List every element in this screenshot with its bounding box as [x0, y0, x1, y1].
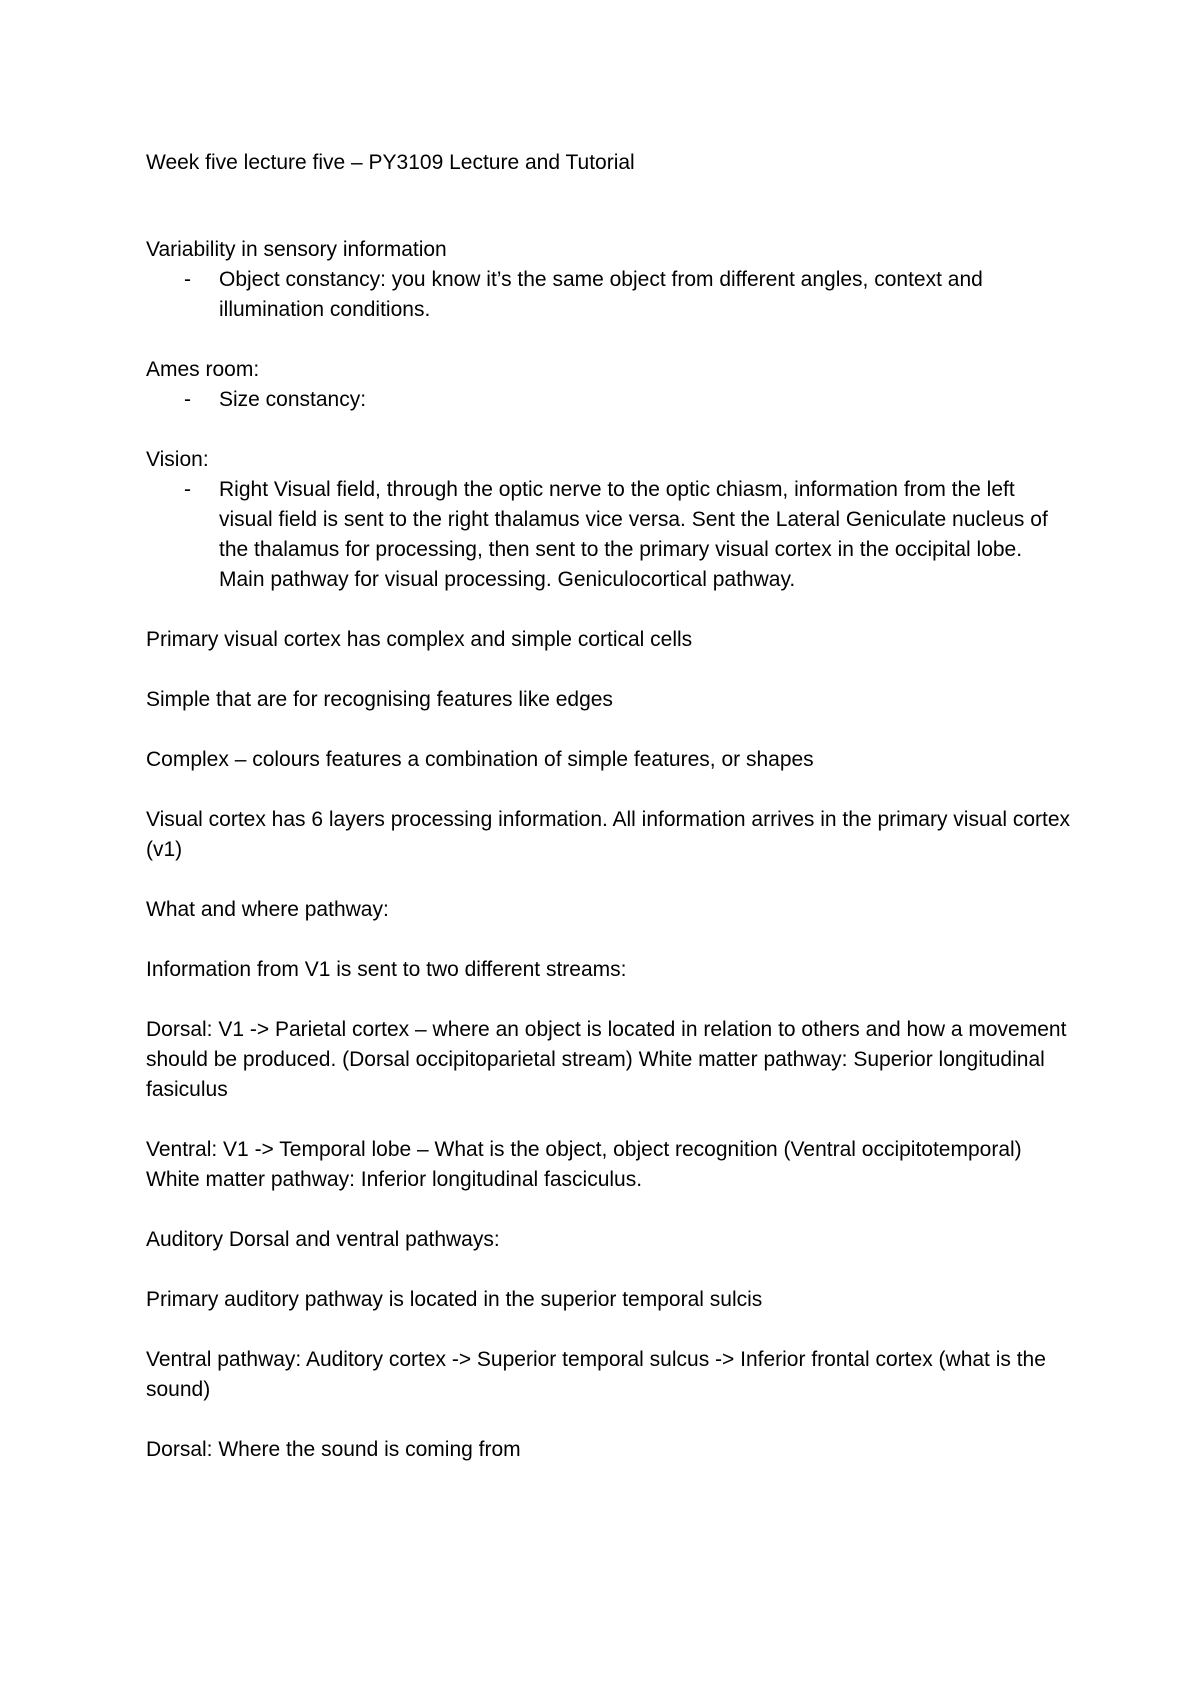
list-item-text: Right Visual field, through the optic nerve to the optic chiasm, information from the left visual field is sent to the right thalamus vice versa. Sent the Lateral Geniculate nucleus of the thalamus for processing, then sent to the primary visual cortex in the occipital lobe. Main pathway for visual processing. Geniculocortical pathway.	[219, 478, 1048, 591]
list-item	[146, 385, 1070, 415]
document-title: Week five lecture five – PY3109 Lecture and Tutorial	[146, 151, 635, 174]
paragraph-simple-cells: Simple that are for recognising features like edges	[146, 688, 613, 711]
paragraph-two-streams: Information from V1 is sent to two different streams:	[146, 958, 627, 981]
bullet-list-variability	[146, 265, 1070, 325]
bullet-list-vision	[146, 475, 1070, 595]
paragraph-dorsal-stream: Dorsal: V1 -> Parietal cortex – where an object is located in relation to others and how a movement should be produced. (Dorsal occipitoparietal stream) White matter pathway: Superior longitudinal fasiculus	[146, 1018, 1067, 1101]
list-item	[146, 265, 1070, 325]
dash-bullet: -	[184, 268, 191, 291]
list-item-text: Object constancy: you know it’s the same object from different angles, context and illumination conditions.	[219, 268, 983, 321]
paragraph-visual-cortex-layers: Visual cortex has 6 layers processing information. All information arrives in the primary visual cortex (v1)	[146, 808, 1070, 861]
paragraph-what-where: What and where pathway:	[146, 898, 389, 921]
section-heading-vision: Vision:	[146, 448, 209, 471]
list-item	[146, 475, 1070, 595]
paragraph-ventral-stream: Ventral: V1 -> Temporal lobe – What is the object, object recognition (Ventral occipitotemporal) White matter pathway: Inferior longitudinal fasciculus.	[146, 1138, 1022, 1191]
list-item-text: Size constancy:	[219, 388, 367, 411]
section-heading-variability: Variability in sensory information	[146, 238, 447, 261]
dash-bullet: -	[184, 478, 191, 501]
section-heading-ames-room: Ames room:	[146, 358, 260, 381]
paragraph-primary-auditory: Primary auditory pathway is located in the superior temporal sulcis	[146, 1288, 763, 1311]
dash-bullet: -	[184, 388, 191, 411]
paragraph-primary-visual-cortex: Primary visual cortex has complex and simple cortical cells	[146, 628, 693, 651]
paragraph-complex-cells: Complex – colours features a combination of simple features, or shapes	[146, 748, 814, 771]
paragraph-auditory-dorsal: Dorsal: Where the sound is coming from	[146, 1438, 521, 1461]
bullet-list-ames-room	[146, 385, 1070, 415]
paragraph-auditory-pathways: Auditory Dorsal and ventral pathways:	[146, 1228, 500, 1251]
paragraph-auditory-ventral: Ventral pathway: Auditory cortex -> Superior temporal sulcus -> Inferior frontal cortex (what is the sound)	[146, 1348, 1046, 1401]
